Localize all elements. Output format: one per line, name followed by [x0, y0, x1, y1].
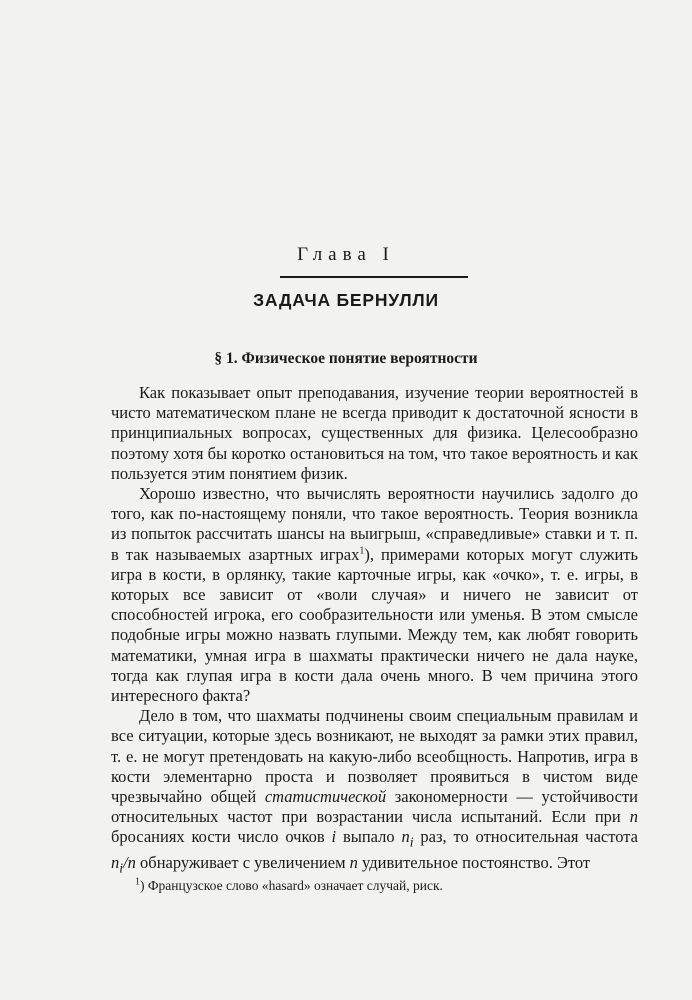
var-n-i: $n_i$: [401, 827, 414, 850]
paragraph-3-part3: бросаниях кости число очков: [111, 827, 325, 847]
paragraph-3-part6: обнаруживает с увеличением: [140, 852, 346, 872]
footnote-ref: 1: [359, 545, 365, 557]
paragraph-3-part5: раз, то относительная частота: [420, 827, 639, 847]
chapter-rule: [280, 276, 468, 278]
paragraph-3-start: Дело в том, что шахматы подчинены своим специальным правилам и все ситуации, которые здесь возникают, не выходят за рамки этих правил, т. е. не могут претендовать на какую-либо всеобщность. Напротив, игра в кости элементарно проста и позволяет проявиться в чистом виде чрезвычайно общей: [111, 706, 638, 807]
chapter-title: ЗАДАЧА БЕРНУЛЛИ: [253, 290, 439, 310]
italic-statistical: статистической: [264, 787, 387, 807]
chapter-label: Глава I: [297, 244, 395, 265]
paragraph-1: Как показывает опыт преподавания, изучение теории вероятностей в чисто математическом плане не всегда приводит к достаточной ясности в принципиальных вопросах, существенных для физика. Целесообразно поэтому хотя бы коротко остановиться на том, что такое вероятность и как пользуется этим понятием физик.: [111, 383, 638, 483]
footnote: [135, 877, 635, 895]
var-ratio: $n_i/n$: [111, 852, 136, 876]
paragraph-2: [111, 484, 638, 706]
paragraph-2-start: Хорошо известно, что вычислять вероятности научились задолго до того, как по-настоящему поняли, что такое вероятность. Теория возникла из попыток рассчитать шансы на выигрыш, «справедливые» ставки и т. п. в так называемых азартных играх: [111, 484, 638, 564]
paragraph-3-part4: выпало: [342, 827, 395, 847]
section-heading: § 1. Физическое понятие вероятности: [214, 350, 478, 367]
paragraph-3-part2: закономерности — устойчивости относительных частот при возрастании числа испытаний. Если при: [111, 787, 639, 827]
var-n-2: n: [349, 852, 358, 872]
paragraph-3: [111, 706, 638, 878]
var-n: n: [629, 807, 638, 827]
var-i: i: [331, 827, 337, 847]
paragraph-3-part7: удивительное постоянство. Этот: [362, 852, 591, 872]
footnote-text: ) Французское слово «hasard» означает случай, риск.: [140, 878, 443, 893]
footnote-marker: 1: [135, 876, 140, 888]
body-text: [111, 383, 638, 878]
paragraph-2-rest: ), примерами которых могут служить игра в кости, в орлянку, такие карточные игры, как «очко», т. е. игры, в которых все зависит от «воли случая» и ничего не зависит от способностей игрока, его сообразительности или уменья. В этом смысле подобные игры можно назвать глупыми. Между тем, как любят говорить математики, умная игра в шахматы практически ничего не дала науке, тогда как глупая игра в кости дала очень много. В чем причина этого интересного факта?: [111, 544, 639, 706]
